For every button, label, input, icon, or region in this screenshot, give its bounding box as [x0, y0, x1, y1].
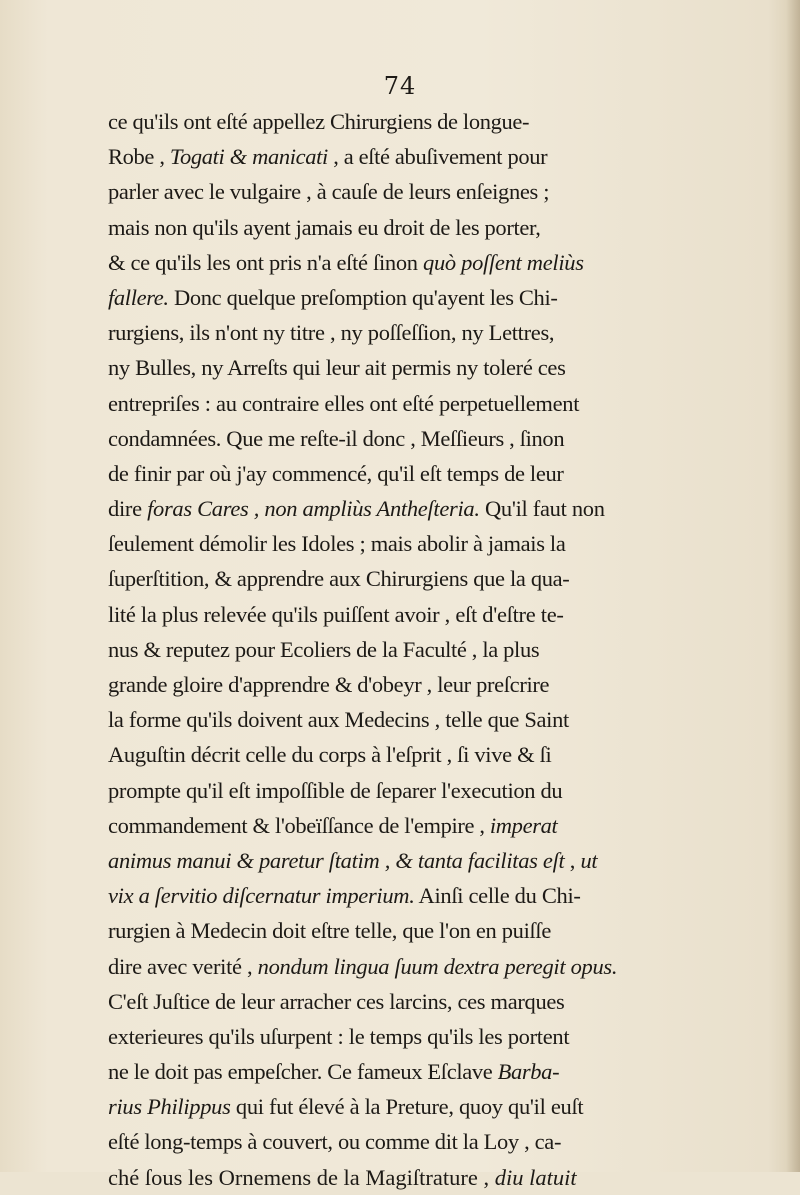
latin-phrase: rius Philippus [108, 1094, 231, 1120]
text-run: ce qu'ils ont eſté appellez Chirurgiens de longue- [108, 109, 530, 134]
text-line [108, 491, 798, 526]
text-line [108, 808, 798, 843]
text-run: dire [108, 496, 148, 522]
text-line [108, 245, 798, 280]
text-line [108, 1124, 798, 1159]
text-line [108, 878, 798, 913]
latin-phrase: foras Cares , non ampliùs Antheſteria. [147, 496, 480, 522]
text-run: Donc quelque preſomption qu'ayent les Chi- [168, 284, 558, 310]
latin-phrase: Barba- [497, 1059, 560, 1085]
text-line [108, 280, 798, 315]
text-run: prompte qu'il eſt impoſſible de ſeparer l'execution du [108, 777, 563, 803]
text-run: la forme qu'ils doivent aux Medecins , telle que Saint [108, 707, 569, 733]
text-line [108, 1089, 798, 1124]
text-line [108, 139, 798, 174]
latin-phrase: diu latuit [494, 1164, 577, 1190]
text-run: , [564, 847, 581, 873]
text-run: dire avec verité , [108, 953, 258, 979]
text-line [108, 104, 798, 139]
text-line [108, 632, 798, 667]
text-line [108, 350, 798, 385]
page-number: 74 [383, 72, 417, 100]
text-run: Auguſtin décrit celle du corps à l'eſprit , ſi vive & ſi [108, 742, 552, 768]
text-run: nus & reputez pour Ecoliers de la Faculté , la plus [108, 636, 540, 662]
text-run: ne le doit pas empeſcher. Ce fameux Eſclave [108, 1059, 498, 1085]
text-line [108, 1019, 798, 1054]
text-run: rurgiens, ils n'ont ny titre , ny poſſeſſion, ny Lettres, [108, 320, 555, 346]
text-line [108, 386, 798, 421]
text-run: lité la plus relevée qu'ils puiſſent avoir , eſt d'eſtre te- [108, 601, 564, 627]
text-line [108, 1160, 798, 1195]
latin-phrase: ut [580, 847, 598, 873]
text-line [108, 456, 798, 491]
text-run: C'eſt Juſtice de leur arracher ces larcins, ces marques [108, 988, 565, 1014]
text-run: Ainſi celle du Chi- [414, 883, 581, 909]
text-run: commandement & l'obeïſſance de l'empire , [108, 812, 490, 838]
text-run: Qu'il faut non [479, 496, 605, 522]
text-line [108, 773, 798, 808]
text-run: parler avec le vulgaire , à cauſe de leurs enſeignes ; [108, 179, 550, 205]
text-line [108, 984, 798, 1019]
text-line [108, 737, 798, 772]
text-run: rurgien à Medecin doit eſtre telle, que l'on en puiſſe [108, 918, 551, 944]
text-line [108, 174, 798, 209]
body-text [108, 104, 798, 1195]
text-run: ſeulement démolir les Idoles ; mais abolir à jamais la [108, 531, 566, 557]
text-line [108, 702, 798, 737]
text-line [108, 667, 798, 702]
latin-phrase: nondum lingua ſuum dextra peregit opus. [257, 953, 618, 979]
text-line [108, 597, 798, 632]
text-run: ché ſous les Ornemens de la Magiſtrature , [108, 1164, 495, 1190]
text-run: , a eſté abuſivement pour [327, 144, 548, 170]
text-line [108, 526, 798, 561]
text-run: eſté long-temps à couvert, ou comme dit la Loy , ca- [108, 1129, 562, 1155]
text-run: & ce qu'ils les ont pris n'a eſté ſinon [108, 249, 424, 275]
text-run: condamnées. Que me reſte-il donc , Meſſieurs , ſinon [108, 425, 565, 451]
latin-phrase: fallere. [108, 284, 169, 310]
text-line [108, 1054, 798, 1089]
latin-phrase: animus manui & paretur ſtatim , & tanta facilitas eſt [108, 847, 565, 873]
latin-phrase: Togati & manicati [169, 144, 328, 170]
text-run: exterieures qu'ils uſurpent : le temps qu'ils les portent [108, 1023, 570, 1049]
text-line [108, 949, 798, 984]
text-run: ny Bulles, ny Arreſts qui leur ait permis ny toleré ces [108, 355, 566, 381]
latin-phrase: imperat [489, 812, 558, 838]
text-run: entrepriſes : au contraire elles ont eſté perpetuellement [108, 390, 580, 416]
text-line [108, 843, 798, 878]
text-run: Robe , [108, 144, 170, 170]
text-line [108, 421, 798, 456]
text-line [108, 913, 798, 948]
text-run: grande gloire d'apprendre & d'obeyr , leur preſcrire [108, 672, 550, 697]
text-line [108, 210, 798, 245]
text-run: ſuperſtition, & apprendre aux Chirurgiens que la qua- [108, 566, 570, 592]
text-run: mais non qu'ils ayent jamais eu droit de les porter, [108, 214, 541, 240]
text-line [108, 561, 798, 596]
latin-phrase: quò poſſent meliùs [423, 249, 584, 275]
text-run: qui fut élevé à la Preture, quoy qu'il euſt [230, 1094, 584, 1120]
latin-phrase: vix a ſervitio diſcernatur imperium. [108, 883, 415, 909]
text-run: de finir par où j'ay commencé, qu'il eſt temps de leur [108, 460, 564, 486]
text-line [108, 315, 798, 350]
